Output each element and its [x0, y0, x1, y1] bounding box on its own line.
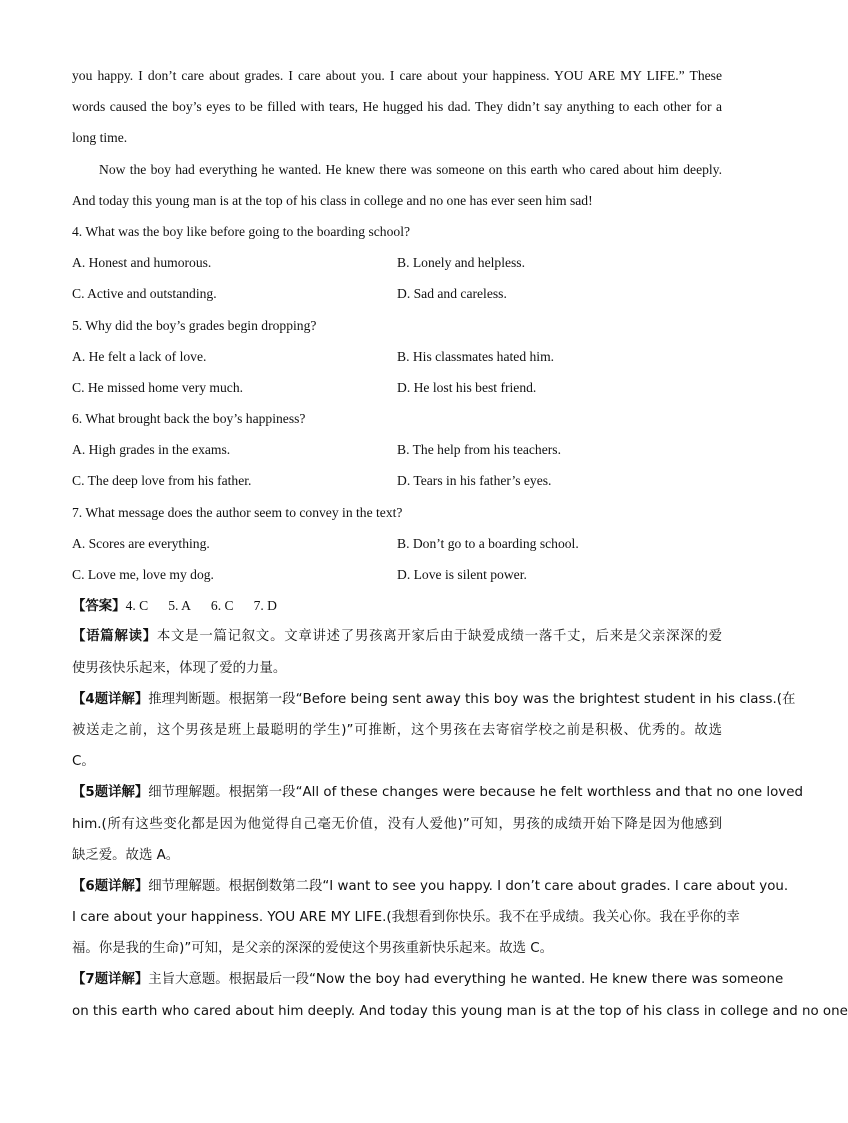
- answer-item: 5. A: [168, 598, 191, 614]
- analysis-line: 使男孩快乐起来，体现了爱的力量。: [72, 660, 287, 676]
- analysis-line: 【6题详解】细节理解题。根据倒数第二段“I want to see you happy. I don’t care about grades. I care about you.: [72, 878, 789, 894]
- analysis-label: 【6题详解】: [72, 878, 149, 894]
- analysis-line: I care about your happiness. YOU ARE MY LIFE.(我想看到你快乐。我不在乎成绩。我关心你。我在乎你的幸: [72, 910, 740, 926]
- question-stem: 7. What message does the author seem to convey in the text?: [72, 504, 403, 520]
- option: A. Scores are everything.: [72, 535, 210, 551]
- option-row: [72, 247, 722, 278]
- passage-line: long time.: [72, 130, 128, 146]
- passage-line: Now the boy had everything he wanted. He knew there was someone on this earth who cared about him deeply.: [99, 161, 722, 177]
- passage-line: And today this young man is at the top of his class in college and no one has ever seen him sad!: [72, 192, 593, 208]
- option: C. Love me, love my dog.: [72, 567, 214, 582]
- option-row: [72, 341, 722, 372]
- analysis-label: 【5题详解】: [72, 785, 149, 801]
- document-page: [72, 60, 848, 1027]
- option: C. The deep love from his father.: [72, 473, 252, 489]
- analysis-label: 【4题详解】: [72, 691, 149, 707]
- answer-label: 【答案】: [72, 599, 126, 615]
- analysis-line: him.(所有这些变化都是因为他觉得自己毫无价值，没有人爱他)”可知，男孩的成绩开始下降是因为他感到: [72, 816, 722, 832]
- option: A. Honest and humorous.: [72, 255, 212, 271]
- analysis-line: 【语篇解读】本文是一篇记叙文。文章讲述了男孩离开家后由于缺爱成绩一落千丈，后来是父亲深深的爱: [72, 629, 723, 645]
- option: D. Tears in his father’s eyes.: [397, 473, 552, 489]
- passage-line: words caused the boy’s eyes to be filled with tears, He hugged his dad. They didn’t say anything to each other for a: [72, 99, 722, 115]
- analysis-line: 【5题详解】细节理解题。根据第一段“All of these changes were because he felt worthless and that no one loved: [72, 785, 803, 801]
- option: A. High grades in the exams.: [72, 442, 231, 458]
- question-stem: 6. What brought back the boy’s happiness?: [72, 411, 306, 427]
- option-row: [72, 434, 722, 465]
- option: D. He lost his best friend.: [397, 379, 537, 395]
- analysis-line: C。: [72, 754, 95, 770]
- option: B. Don’t go to a boarding school.: [397, 535, 579, 551]
- passage-line: you happy. I don’t care about grades. I care about you. I care about your happiness. YOU ARE MY LIFE.” These: [72, 68, 722, 83]
- option-row: [72, 465, 722, 496]
- question-stem: 5. Why did the boy’s grades begin dropping?: [72, 317, 317, 333]
- option: C. Active and outstanding.: [72, 286, 217, 302]
- analysis-line: on this earth who cared about him deeply. And today this young man is at the top of his class in college and no one: [72, 1003, 848, 1019]
- analysis-line: 缺乏爱。故选 A。: [72, 847, 180, 863]
- analysis-line: 福。你是我的生命)”可知，是父亲的深深的爱使这个男孩重新快乐起来。故选 C。: [72, 941, 554, 957]
- analysis-line: 【4题详解】推理判断题。根据第一段“Before being sent away this boy was the brightest student in his class.(在: [72, 691, 796, 707]
- answer-item: 4. C: [125, 598, 149, 614]
- option: D. Love is silent power.: [397, 567, 527, 582]
- analysis-label: 【语篇解读】: [72, 629, 157, 645]
- answer-line: [72, 590, 722, 621]
- option-row: [72, 528, 722, 559]
- analysis-line: 【7题详解】主旨大意题。根据最后一段“Now the boy had everything he wanted. He knew there was someone: [72, 972, 784, 988]
- analysis-line: 被送走之前，这个男孩是班上最聪明的学生)”可推断，这个男孩在去寄宿学校之前是积极、优秀的。故选: [72, 722, 722, 738]
- option-row: [72, 372, 722, 403]
- option: C. He missed home very much.: [72, 379, 244, 395]
- option: B. His classmates hated him.: [397, 348, 555, 364]
- option: A. He felt a lack of love.: [72, 348, 207, 364]
- option-row: [72, 559, 722, 590]
- analysis-label: 【7题详解】: [72, 972, 149, 988]
- option: B. The help from his teachers.: [397, 442, 561, 458]
- option: D. Sad and careless.: [397, 286, 507, 302]
- option-row: [72, 278, 722, 309]
- answer-item: 7. D: [253, 598, 277, 614]
- question-stem: 4. What was the boy like before going to the boarding school?: [72, 223, 410, 239]
- option: B. Lonely and helpless.: [397, 255, 525, 271]
- answer-item: 6. C: [210, 598, 234, 614]
